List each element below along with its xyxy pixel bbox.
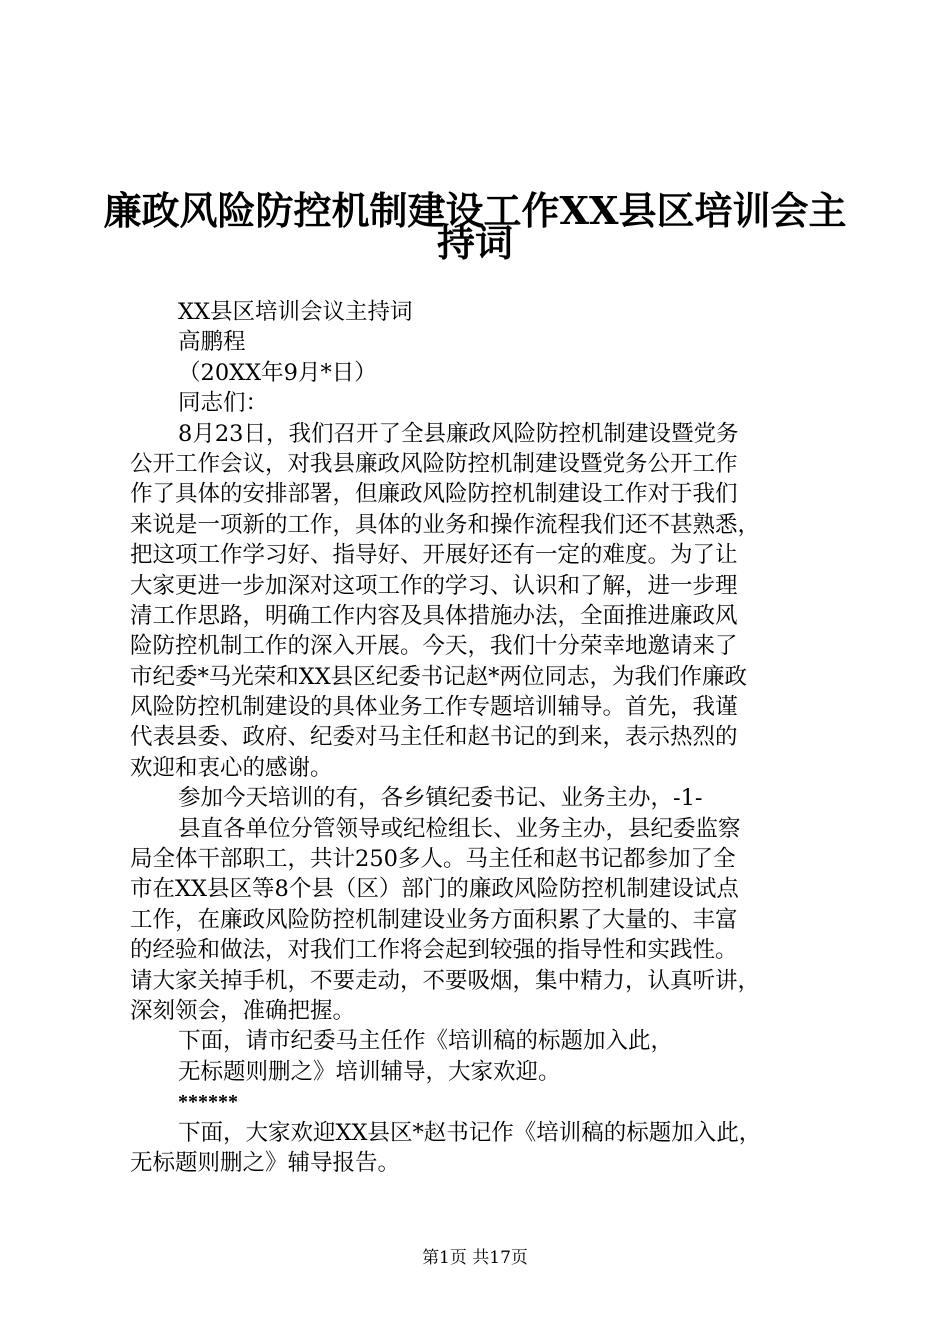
body-line: 局全体干部职工，共计250多人。马主任和赵书记都参加了全: [130, 846, 736, 873]
body-line: 县直各单位分管领导或纪检组长、业务主办，县纪委监察: [178, 815, 741, 842]
body-line: XX县区培训会议主持词: [178, 299, 413, 325]
body-line: 的经验和做法，对我们工作将会起到较强的指导性和实践性。: [130, 937, 738, 964]
body-line: 8月23日，我们召开了全县廉政风险防控机制建设暨党务: [178, 420, 739, 447]
body-line: 大家更进一步加深对这项工作的学习、认识和了解，进一步理: [130, 572, 738, 599]
document-body: [130, 297, 830, 1178]
body-line: 代表县委、政府、纪委对马主任和赵书记的到来，表示热烈的: [130, 724, 738, 751]
document-title-line-2: 持词: [436, 220, 513, 265]
body-line: 下面，大家欢迎XX县区*赵书记作《培训稿的标题加入此，: [178, 1119, 762, 1146]
body-line: 风险防控机制建设的具体业务工作专题培训辅导。首先，我谨: [130, 694, 738, 721]
body-line: 清工作思路，明确工作内容及具体措施办法，全面推进廉政风: [130, 602, 738, 629]
body-line: 下面，请市纪委马主任作《培训稿的标题加入此，: [178, 1028, 674, 1055]
body-line: 险防控机制工作的深入开展。今天，我们十分荣幸地邀请来了: [130, 633, 738, 660]
body-line: 参加今天培训的有，各乡镇纪委书记、业务主办，-1-: [178, 785, 703, 812]
body-line: 公开工作会议，对我县廉政风险防控机制建设暨党务公开工作: [130, 450, 738, 477]
body-line: 同志们：: [178, 390, 269, 417]
body-line: 无标题则删之》培训辅导，大家欢迎。: [178, 1058, 561, 1085]
body-line: 无标题则删之》辅导报告。: [130, 1149, 401, 1176]
page-footer: 第1页 共17页: [422, 1248, 528, 1268]
document-title-line-1: 廉政风险防控机制建设工作XX县区培训会主: [103, 188, 847, 233]
body-line: 把这项工作学习好、指导好、开展好还有一定的难度。为了让: [130, 542, 738, 569]
separator-stars: ******: [178, 1091, 238, 1114]
body-line: 欢迎和衷心的感谢。: [130, 754, 333, 781]
body-line: 工作，在廉政风险防控机制建设业务方面积累了大量的、丰富: [130, 906, 738, 933]
body-line: （20XX年9月*日）: [178, 359, 377, 386]
body-line: 深刻领会，准确把握。: [130, 997, 356, 1024]
body-line: 市在XX县区等8个县（区）部门的廉政风险防控机制建设试点: [130, 876, 739, 903]
body-line: 市纪委*马光荣和XX县区纪委书记赵*两位同志，为我们作廉政: [130, 663, 748, 690]
body-line: 来说是一项新的工作，具体的业务和操作流程我们还不甚熟悉，: [130, 511, 761, 538]
body-line: 作了具体的安排部署，但廉政风险防控机制建设工作对于我们: [130, 481, 738, 508]
body-line: 请大家关掉手机，不要走动，不要吸烟，集中精力，认真听讲，: [130, 967, 761, 994]
body-line: 高鹏程: [178, 329, 246, 356]
